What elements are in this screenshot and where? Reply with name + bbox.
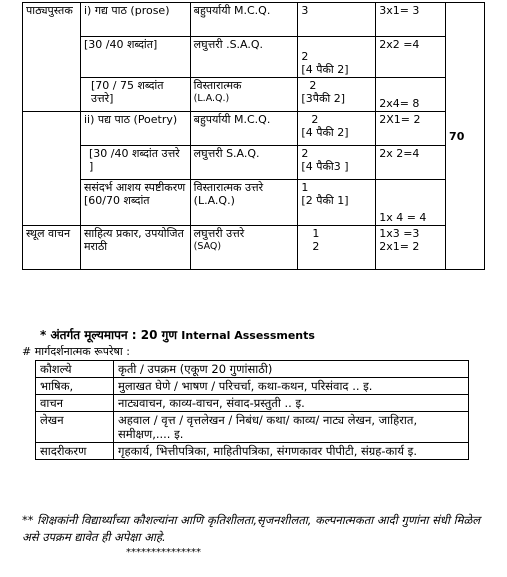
marks-distribution-table [22, 2, 485, 270]
cell-questions [298, 37, 376, 78]
cell-marks: 2x 2=4 [376, 146, 446, 180]
cell-topic: ii) पद्य पाठ (Poetry) [80, 112, 190, 146]
guidance-outline-heading: # मार्गदर्शनात्मक रूपरेषा : [22, 345, 130, 358]
cell-qchoice: [2 पैकी 1] [301, 194, 349, 207]
cell-type-name: लघुत्तरी उत्तरे [193, 227, 245, 240]
cell-type: लघुत्तरी .S.A.Q. [190, 37, 298, 78]
cell-questions [298, 226, 376, 270]
cell-qchoice: [3पैकी 2] [301, 92, 346, 105]
cell-qchoice: [4 पैकी 2] [301, 63, 349, 76]
cell-category-empty [23, 112, 81, 226]
cell-qchoice: [4 पैकी3 ] [301, 160, 349, 173]
table-row [23, 37, 485, 78]
cell-qcount: 2 [311, 113, 319, 126]
cell-marks [376, 226, 446, 270]
cell-skill: वाचन [36, 395, 114, 412]
cell-qcount: 1 [301, 181, 309, 194]
table-row [23, 3, 485, 37]
table-row [23, 226, 485, 270]
cell-skill: सादरीकरण [36, 443, 114, 460]
cell-topic: [70 / 75 शब्दांत उत्तरे] [80, 78, 190, 112]
table-header-row [36, 361, 469, 378]
stars-divider: *************** [126, 547, 201, 558]
cell-type-code: (SAQ) [193, 241, 222, 252]
cell-topic: i) गद्य पाठ (prose) [80, 3, 190, 37]
cell-type: विस्तारात्मक उत्तरे (L.A.Q.) [190, 180, 298, 226]
skills-activities-table [35, 360, 469, 460]
cell-type-name: विस्तारात्मक [193, 79, 242, 92]
table-row [36, 412, 469, 443]
internal-assessment-note [40, 326, 315, 343]
cell-marks: 2x2 =4 [376, 37, 446, 78]
teacher-footnote: ** शिक्षकांनी विद्यार्थ्यांच्या कौशल्यांना आणि कृतिशीलता,सृजनशीलता, कल्पनात्मकता आदी गुणांना संधी मिळेल असे उपक्रम द्यावेत ही अपेक्षा आहे. [22, 513, 481, 544]
cell-activity: मुलाखत घेणे / भाषण / परिचर्चा, कथा-कथन, परिसंवाद .. इ. [114, 378, 469, 395]
note-text: अंतर्गत मूल्यमापन : 20 गुण [50, 328, 178, 342]
cell-marks: 1x 4 = 4 [376, 180, 446, 226]
cell-topic: साहित्य प्रकार, उपयोजित मराठी [80, 226, 190, 270]
cell-qcount: 2 [301, 50, 309, 63]
cell-type-code: (L.A.Q.) [193, 93, 230, 104]
cell-qchoice: [4 पैकी 2] [301, 126, 349, 139]
note-latin: Internal Assessments [181, 329, 315, 342]
cell-marks-line: 1x3 =3 [379, 227, 420, 240]
table-row [23, 112, 485, 146]
table-row [36, 443, 469, 460]
table-row [23, 180, 485, 226]
cell-questions [298, 112, 376, 146]
cell-topic: [30 /40 शब्दांत उत्तरे ] [80, 146, 190, 180]
cell-topic: [30 /40 शब्दांत] [80, 37, 190, 78]
table-row [36, 378, 469, 395]
cell-qcount: 2 [309, 79, 317, 92]
cell-activity: नाट्यवाचन, काव्य-वाचन, संवाद-प्रस्तुती .. इ. [114, 395, 469, 412]
cell-qcount: 1 [312, 227, 320, 240]
cell-questions [298, 78, 376, 112]
cell-marks: 2X1= 2 [376, 112, 446, 146]
note-bullet: * [40, 328, 47, 342]
cell-activity: अहवाल / वृत्त / वृत्तलेखन / निबंध/ कथा/ काव्य/ नाट्य लेखन, जाहिरात, समीक्षण,.... इ. [114, 412, 469, 443]
cell-type: बहुपर्यायी M.C.Q. [190, 3, 298, 37]
cell-questions [298, 180, 376, 226]
cell-skill: लेखन [36, 412, 114, 443]
cell-skill: भाषिक, [36, 378, 114, 395]
cell-marks-line: 2x1= 2 [379, 240, 420, 253]
cell-qcount: 2 [301, 147, 309, 160]
cell-topic: ससंदर्भ आशय स्पष्टीकरण [60/70 शब्दांत [80, 180, 190, 226]
table-row [23, 146, 485, 180]
cell-qcount: 2 [312, 240, 320, 253]
cell-type: बहुपर्यायी M.C.Q. [190, 112, 298, 146]
cell-questions [298, 146, 376, 180]
header-skills: कौशल्ये [36, 361, 114, 378]
cell-activity: गृहकार्य, भित्तीपत्रिका, माहितीपत्रिका, संगणकावर पीपीटी, संग्रह-कार्य इ. [114, 443, 469, 460]
cell-marks: 3x1= 3 [376, 3, 446, 37]
cell-type [190, 226, 298, 270]
header-activities: कृती / उपक्रम (एकूण 20 गुणांसाठी) [114, 361, 469, 378]
cell-category: स्थूल वाचन [23, 226, 81, 270]
cell-category: पाठ्यपुस्तक [23, 3, 81, 112]
table-row [36, 395, 469, 412]
cell-total: 70 [446, 3, 485, 270]
cell-type: लघुत्तरी S.A.Q. [190, 146, 298, 180]
cell-questions: 3 [298, 3, 376, 37]
table-row [23, 78, 485, 112]
cell-type [190, 78, 298, 112]
cell-marks: 2x4= 8 [376, 78, 446, 112]
